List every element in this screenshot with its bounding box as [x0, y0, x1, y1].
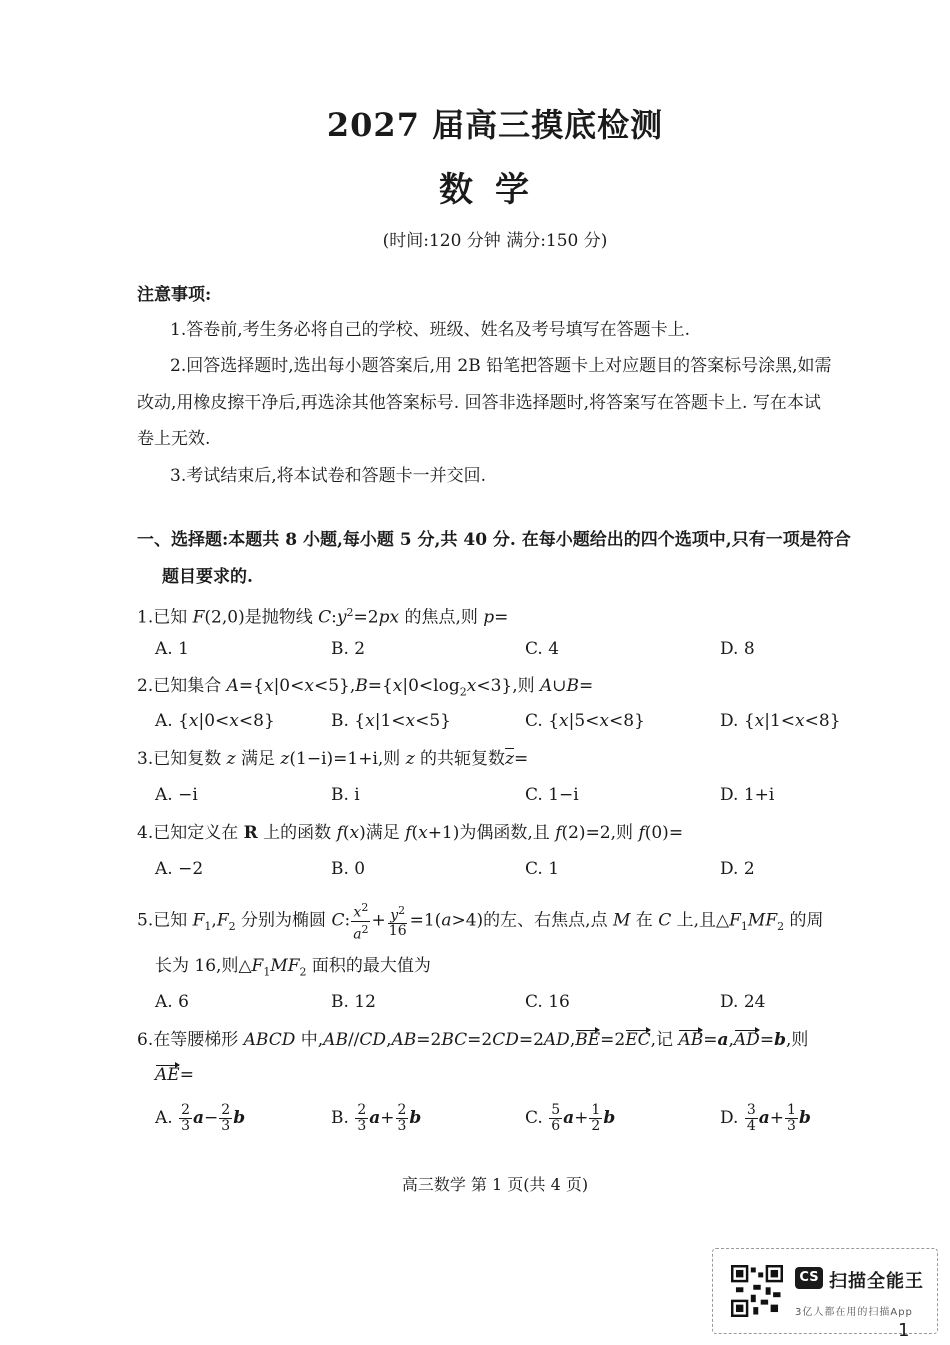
question-4-option-b: B. 0 [331, 859, 366, 879]
question-5-stem-line-2: 长为 16,则$\triangle F_1MF_2$ 面积的最大值为 [155, 956, 431, 979]
question-2-stem: 2.已知集合 $A=\{x|0<x<5\},B=\{x|0<\log_2x<3\}$,则 A∪B= [137, 676, 594, 699]
scanner-brand-name: 扫描全能王 [829, 1271, 924, 1292]
notice-item-1: 1.答卷前,考生务必将自己的学校、班级、姓名及考号填写在答题卡上. [170, 320, 691, 340]
question-4-option-a: A. −2 [155, 859, 204, 879]
question-1-option-b: B. 2 [331, 639, 366, 659]
exam-subject: 数学 [439, 170, 551, 210]
question-2-option-d: D. {x|1<x<8} [720, 711, 841, 731]
question-3-stem: 3.已知复数 z 满足 z(1−i)=1+i,则 z 的共轭复数$\overline{z}=$ [137, 749, 529, 769]
question-6-option-b: B. $\frac{2}{3}$ a+ $\frac{2}{3}$ b [331, 1102, 422, 1134]
question-3-option-c: C. 1−i [525, 785, 579, 805]
notice-heading: 注意事项: [137, 285, 212, 305]
notice-item-2-line-3: 卷上无效. [137, 429, 211, 449]
question-4-stem: 4.已知定义在 R 上的函数 f(x)满足 f(x+1)为偶函数,且 f(2)=2,则 f(0)= [137, 823, 684, 843]
scan-page-number: 1 [898, 1320, 910, 1341]
section1-heading-line-2: 题目要求的. [162, 567, 253, 587]
notice-item-3: 3.考试结束后,将本试卷和答题卡一并交回. [170, 466, 487, 486]
notice-item-2-line-1: 2.回答选择题时,选出每小题答案后,用 2B 铅笔把答题卡上对应题目的答案标号涂黑,如需 [170, 356, 832, 376]
question-3-option-a: A. −i [155, 785, 198, 805]
question-5-option-d: D. 24 [720, 992, 766, 1012]
question-2-option-c: C. {x|5<x<8} [525, 711, 645, 731]
notice-item-2-line-2: 改动,用橡皮擦干净后,再选涂其他答案标号. 回答非选择题时,将答案写在答题卡上. 写在本试 [137, 393, 821, 413]
question-4-option-c: C. 1 [525, 859, 560, 879]
question-6-option-d: D. $\frac{3}{4}$ a+ $\frac{1}{3}$ b [720, 1102, 811, 1134]
question-1-stem: 1.已知 F(2,0)是抛物线 $C:y^2=2px$ 的焦点,则 p= [137, 606, 509, 628]
scanner-tagline: 3亿人都在用的扫描App [795, 1307, 913, 1318]
exam-time-info: (时间:120 分钟 满分:150 分) [382, 231, 608, 251]
question-6-option-c: C. $\frac{5}{6}$ a+ $\frac{1}{2}$ b [525, 1102, 616, 1134]
question-6-option-a: A. $\frac{2}{3}$ a− $\frac{2}{3}$ b [155, 1102, 246, 1134]
question-2-option-b: B. {x|1<x<5} [331, 711, 451, 731]
question-1-option-d: D. 8 [720, 639, 755, 659]
question-5-stem-line-1: 5.已知 $F_1,F_2$ 分别为椭圆 C: $\frac{x^2}{a^2}$ + $\frac{y^2}{16}$ =1(a>4)的左、右焦点,点 M 在 C 上,且$\triangle F_1MF_2$ 的周 [137, 901, 824, 943]
question-5-option-c: C. 16 [525, 992, 570, 1012]
question-6-stem-line-2: AE= [155, 1065, 194, 1085]
question-4-option-d: D. 2 [720, 859, 755, 879]
question-3-option-b: B. i [331, 785, 360, 805]
camscanner-logo: CS [795, 1267, 823, 1289]
section1-heading-line-1: 一、选择题:本题共 8 小题,每小题 5 分,共 40 分. 在每小题给出的四个选项中,只有一项是符合 [137, 530, 851, 550]
question-5-option-b: B. 12 [331, 992, 376, 1012]
question-6-stem-line-1: 6.在等腰梯形 ABCD 中,AB//CD,AB=2BC=2CD=2AD,BE=2EC,记 AB=a,AD=b,则 [137, 1030, 809, 1050]
qr-code-icon [731, 1265, 783, 1317]
question-5-option-a: A. 6 [155, 992, 189, 1012]
question-1-option-c: C. 4 [525, 639, 560, 659]
question-2-option-a: A. {x|0<x<8} [155, 711, 275, 731]
question-3-option-d: D. 1+i [720, 785, 775, 805]
exam-title: 2027 届高三摸底检测 [326, 106, 664, 144]
page-footer: 高三数学 第 1 页(共 4 页) [401, 1175, 589, 1194]
question-1-option-a: A. 1 [155, 639, 189, 659]
